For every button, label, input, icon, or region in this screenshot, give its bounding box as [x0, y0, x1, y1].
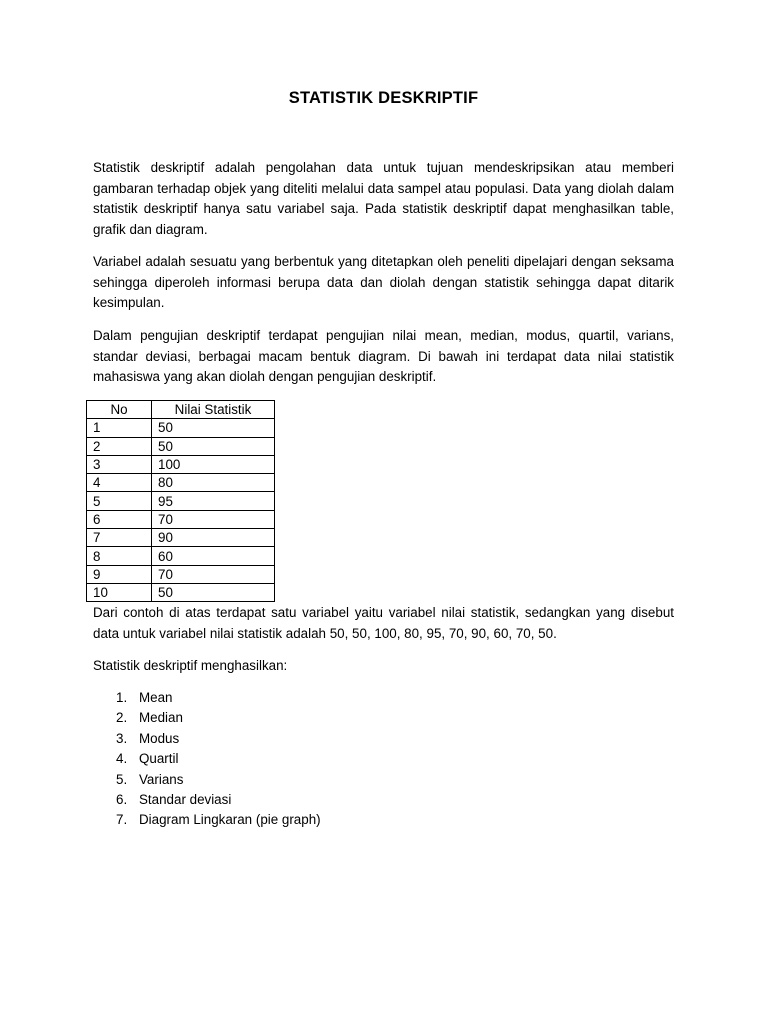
table-cell-nilai: 95	[152, 492, 275, 510]
table-row	[87, 510, 275, 528]
table-cell-nilai: 50	[152, 419, 275, 437]
list-number: 5.	[116, 771, 128, 787]
list-text: Mean	[139, 690, 173, 705]
table-cell-no: 2	[87, 437, 152, 455]
table-row	[87, 419, 275, 437]
list-item	[93, 790, 321, 810]
table-cell-no: 5	[87, 492, 152, 510]
list-item	[93, 729, 321, 749]
table-row	[87, 437, 275, 455]
list-text: Varians	[139, 771, 184, 787]
list-item	[93, 688, 321, 708]
table-cell-no: 6	[87, 510, 152, 528]
table-header-row	[87, 401, 275, 419]
list-text: Standar deviasi	[139, 791, 232, 807]
table-row	[87, 455, 275, 473]
list-number: 2.	[116, 710, 128, 726]
table-cell-nilai: 50	[152, 437, 275, 455]
table-row	[87, 547, 275, 565]
table-cell-nilai: 100	[152, 455, 275, 473]
table-row	[87, 565, 275, 583]
table-cell-no: 7	[87, 529, 152, 547]
table-header-no: No	[87, 401, 152, 419]
list-item	[93, 749, 321, 769]
table-cell-nilai: 60	[152, 547, 275, 565]
paragraph-contoh: Dari contoh di atas terdapat satu variabel yaitu variabel nilai statistik, sedangkan yang disebut data untuk variabel nilai statistik adalah 50, 50, 100, 80, 95, 70, 90, 60, 70, 50.	[93, 605, 674, 641]
data-table	[86, 400, 275, 602]
page-title: STATISTIK DESKRIPTIF	[288, 89, 479, 107]
table-cell-nilai: 50	[152, 583, 275, 601]
table-row	[87, 583, 275, 601]
list-number: 7.	[116, 812, 128, 828]
table-cell-no: 8	[87, 547, 152, 565]
list-number: 1.	[116, 690, 128, 705]
table-header-nilai: Nilai Statistik	[152, 401, 275, 419]
table-row	[87, 529, 275, 547]
results-list	[93, 688, 321, 831]
table-cell-no: 4	[87, 474, 152, 492]
table-cell-nilai: 80	[152, 474, 275, 492]
list-item	[93, 770, 321, 790]
table-row	[87, 492, 275, 510]
list-text: Quartil	[139, 751, 179, 767]
table-row	[87, 474, 275, 492]
table-cell-no: 3	[87, 455, 152, 473]
table-cell-no: 1	[87, 419, 152, 437]
paragraph-definition: Statistik deskriptif adalah pengolahan data untuk tujuan mendeskripsikan atau memberi gambaran terhadap objek yang diteliti melalui data sampel atau populasi. Data yang diolah dalam statistik deskriptif hanya satu variabel saja. Pada statistik deskriptif dapat menghasilkan table, grafik dan diagram.	[93, 160, 674, 237]
paragraph-variabel: Variabel adalah sesuatu yang berbentuk yang ditetapkan oleh peneliti dipelajari dengan seksama sehingga diperoleh informasi berupa data dan diolah dengan statistik sehingga dapat ditarik kesimpulan.	[93, 254, 674, 311]
paragraph-pengujian: Dalam pengujian deskriptif terdapat pengujian nilai mean, median, modus, quartil, varians, standar deviasi, berbagai macam bentuk diagram. Di bawah ini terdapat data nilai statistik mahasiswa yang akan diolah dengan pengujian deskriptif.	[93, 328, 674, 385]
table-cell-nilai: 70	[152, 510, 275, 528]
table-cell-no: 9	[87, 565, 152, 583]
list-text: Median	[139, 710, 183, 726]
list-item	[93, 810, 321, 830]
table-cell-nilai: 90	[152, 529, 275, 547]
list-item	[93, 708, 321, 728]
list-text: Diagram Lingkaran (pie graph)	[139, 812, 321, 828]
list-number: 6.	[116, 791, 128, 807]
list-text: Modus	[139, 730, 180, 746]
list-number: 4.	[116, 751, 128, 767]
paragraph-menghasilkan: Statistik deskriptif menghasilkan:	[93, 658, 288, 673]
table-cell-nilai: 70	[152, 565, 275, 583]
list-number: 3.	[116, 730, 128, 746]
table-cell-no: 10	[87, 583, 152, 601]
